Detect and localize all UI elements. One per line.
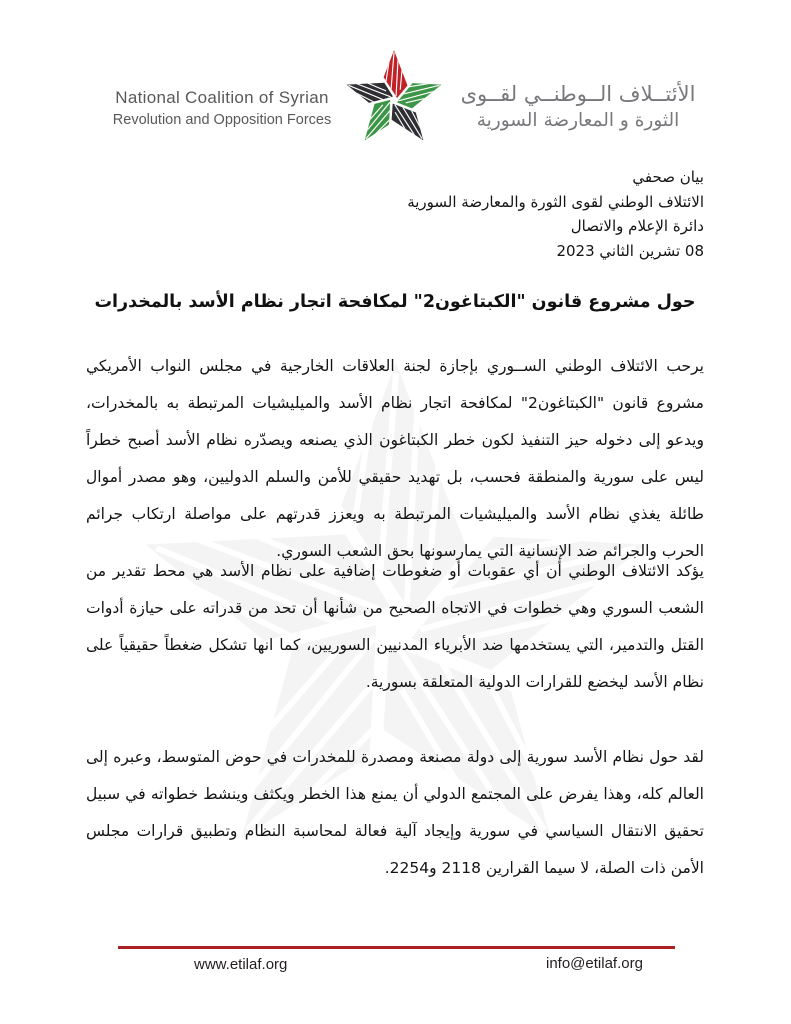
org-name-arabic bbox=[450, 80, 706, 134]
meta-org: الائتلاف الوطني لقوى الثورة والمعارضة السورية bbox=[407, 192, 704, 211]
body-paragraph-2: يؤكد الائتلاف الوطني أن أي عقوبات أو ضغوطات إضافية على نظام الأسد هي محط تقدير من الشعب السوري وهي خطوات في الاتجاه الصحيح من شأنها أن تحد من قدراته على حيازة أدوات القتل والتدمير، التي يستخدمها ضد الأبرياء المدنيين السوريين، كما انها تشكل ضغطاً حقيقياً على نظام الأسد ليخضع للقرارات الدولية المتعلقة بسورية. bbox=[86, 562, 704, 691]
meta-department: دائرة الإعلام والاتصال bbox=[570, 217, 704, 235]
footer-email: info@etilaf.org bbox=[546, 955, 643, 972]
org-name-ar-line2: الثورة و المعارضة السورية bbox=[476, 110, 680, 131]
document-title: حول مشروع قانون "الكبتاغون2" لمكافحة اتجار نظام الأسد بالمخدرات bbox=[94, 292, 696, 312]
meta-date: 08 تشرين الثاني 2023 bbox=[556, 241, 704, 260]
coalition-star-logo-icon bbox=[337, 44, 451, 152]
footer-website: www.etilaf.org bbox=[194, 956, 288, 973]
meta-doc-type: بيان صحفي bbox=[632, 168, 704, 186]
body-paragraph-3: لقد حول نظام الأسد سورية إلى دولة مصنعة ومصدرة للمخدرات في حوض المتوسط، وعبره إلى العالم كله، وهذا يفرض على المجتمع الدولي أن يمنع هذا الخطر ويكثف وينشط خطواته في سبيل تحقيق الانتقال السياسي في سورية وإيجاد آلية فعالة لمحاسبة النظام وتطبيق قرارات مجلس الأمن ذات الصلة، لا سيما القرارين 2118 و2254. bbox=[86, 748, 704, 877]
org-name-ar-line1: الأئتــلاف الــوطنــي لقــوى bbox=[460, 82, 696, 106]
org-name-english bbox=[98, 88, 346, 128]
org-name-en-line2: Revolution and Opposition Forces bbox=[112, 112, 332, 128]
press-release-meta bbox=[86, 165, 704, 263]
org-name-en-line1: National Coalition of Syrian bbox=[115, 88, 329, 107]
footer-divider-line bbox=[118, 946, 675, 949]
body-paragraph-1: يرحب الائتلاف الوطني الســوري بإجازة لجنة العلاقات الخارجية في مجلس النواب الأمريكي مشروع قانون "الكبتاغون2" لمكافحة اتجار نظام الأسد والميليشيات المرتبطة به بالمخدرات، ويدعو إلى دخوله حيز التنفيذ لكون خطر الكبتاغون الذي يصنعه ويصدّره نظام الأسد أصبح خطراً ليس على سورية والمنطقة فحسب، بل تهديد حقيقي للأمن والسلم الدوليين، وهو مصدر أموال طائلة يغذي نظام الأسد والميليشيات المرتبطة به ويعزز قدرتهم على مواصلة ارتكاب جرائم الحرب والجرائم ضد الإنسانية التي يمارسونها بحق الشعب السوري. bbox=[86, 357, 704, 560]
